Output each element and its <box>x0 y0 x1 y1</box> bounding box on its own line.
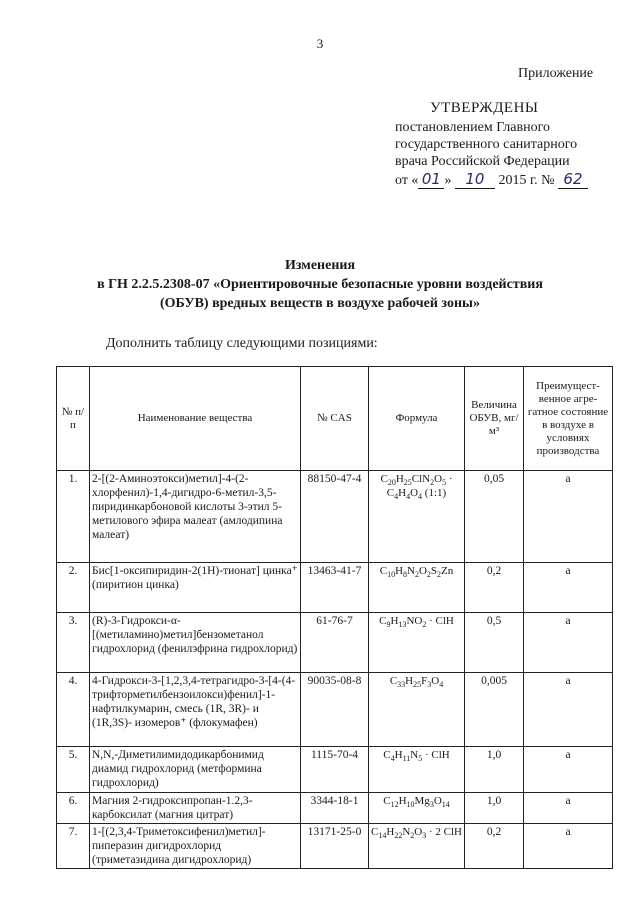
row-number: 4. <box>57 673 90 747</box>
cas-number: 13171-25-0 <box>301 824 369 869</box>
cas-number: 1115-70-4 <box>301 747 369 793</box>
title-line: (ОБУВ) вредных веществ в воздухе рабочей зоны» <box>160 296 480 311</box>
aggregate-state: а <box>524 673 613 747</box>
table-row <box>57 793 613 824</box>
aggregate-state: а <box>524 747 613 793</box>
table-header-row <box>57 367 613 471</box>
col-header-cas: № CAS <box>301 367 369 471</box>
title-line: Изменения <box>284 258 356 273</box>
decree-block <box>395 119 625 170</box>
chemical-formula: $C_9H_{13}NO_2$ · ClH <box>369 613 465 673</box>
intro-text: Дополнить таблицу следующими позициями: <box>106 336 378 351</box>
date-year: 2015 г. № <box>498 173 555 188</box>
cas-number: 88150-47-4 <box>301 471 369 563</box>
cas-number: 13463-41-7 <box>301 563 369 613</box>
col-header-obuv: Величина ОБУВ, мг/м³ <box>465 367 524 471</box>
table-row <box>57 673 613 747</box>
substance-name: 4-Гидрокси-3-[1,2,3,4-тетрагидро-3-[4-(4-трифторметилбензоилокси)фенил]-1-нафтилкумарин, смесь (1R, 3R)- и (1R,3S)- изомеров⁺ (флокумафен) <box>90 673 301 747</box>
aggregate-state: а <box>524 613 613 673</box>
substance-name: 1-[(2,3,4-Триметоксифенил)метил]-пиперазин дигидрохлорид (триметазидина дигидрохлорид) <box>90 824 301 869</box>
table-row <box>57 471 613 563</box>
substance-name: 2-[(2-Аминоэтокси)метил]-4-(2-хлорфенил)-1,4-дигидро-6-метил-3,5-пиридинкарбоновой кислоты 3-этил 5-метилового эфира малеат (амлодипина малеат) <box>90 471 301 563</box>
aggregate-state: а <box>524 563 613 613</box>
obuv-value: 0,005 <box>465 673 524 747</box>
chemical-formula: $C_{20}H_{25}ClN_2O_5 \cdot C_4H_4O_4$ (1:1) <box>369 471 465 563</box>
document-title <box>0 256 640 313</box>
row-number: 3. <box>57 613 90 673</box>
row-number: 2. <box>57 563 90 613</box>
decree-number: 62 <box>558 170 588 189</box>
obuv-value: 1,0 <box>465 747 524 793</box>
date-day: 01 <box>418 170 444 189</box>
date-mid: » <box>444 173 455 188</box>
appendix-label: Приложение <box>518 66 594 81</box>
cas-number: 3344-18-1 <box>301 793 369 824</box>
table-row <box>57 824 613 869</box>
decree-date <box>395 170 588 189</box>
decree-line: постановлением Главного <box>395 120 550 135</box>
chemical-formula: $C_{14}H_{22}N_2O_3 \cdot 2$ ClH <box>369 824 465 869</box>
chemical-formula: $C_{33}H_{25}F_3O_4$ <box>369 673 465 747</box>
col-header-num: № п/п <box>57 367 90 471</box>
obuv-value: 0,05 <box>465 471 524 563</box>
obuv-value: 1,0 <box>465 793 524 824</box>
row-number: 5. <box>57 747 90 793</box>
row-number: 6. <box>57 793 90 824</box>
aggregate-state: а <box>524 471 613 563</box>
row-number: 7. <box>57 824 90 869</box>
col-header-name: Наименование вещества <box>90 367 301 471</box>
row-number: 1. <box>57 471 90 563</box>
table-row <box>57 747 613 793</box>
col-header-state: Преимущест-венное агре-гатное состояние в воздухе в условиях производства <box>524 367 613 471</box>
chemical-formula: $C_{10}H_8N_2O_2S_2Zn$ <box>369 563 465 613</box>
substance-name: Магния 2-гидроксипропан-1.2,3-карбоксилат (магния цитрат) <box>90 793 301 824</box>
decree-line: государственного санитарного <box>395 137 578 152</box>
obuv-value: 0,2 <box>465 824 524 869</box>
date-prefix: от « <box>395 173 419 188</box>
table-row <box>57 613 613 673</box>
aggregate-state: а <box>524 824 613 869</box>
cas-number: 61-76-7 <box>301 613 369 673</box>
obuv-value: 0,5 <box>465 613 524 673</box>
cas-number: 90035-08-8 <box>301 673 369 747</box>
substances-table <box>56 366 613 869</box>
obuv-value: 0,2 <box>465 563 524 613</box>
page-number: 3 <box>316 36 324 51</box>
col-header-formula: Формула <box>369 367 465 471</box>
decree-line: врача Российской Федерации <box>395 154 570 169</box>
date-month: 10 <box>455 170 495 189</box>
substance-name: (R)-3-Гидрокси-α-[(метиламино)метил]бензометанол гидрохлорид (фенилэфрина гидрохлорид) <box>90 613 301 673</box>
approved-heading: УТВЕРЖДЕНЫ <box>430 100 539 116</box>
title-line: в ГН 2.2.5.2308-07 «Ориентировочные безопасные уровни воздействия <box>97 277 543 292</box>
table-row <box>57 563 613 613</box>
chemical-formula: $C_{12}H_{10}Mg_3O_{14}$ <box>369 793 465 824</box>
aggregate-state: а <box>524 793 613 824</box>
substance-name: Бис[1-оксипиридин-2(1Н)-тионат] цинка⁺ (пиритион цинка) <box>90 563 301 613</box>
chemical-formula: $C_4H_{11}N_5$ · ClH <box>369 747 465 793</box>
substance-name: N,N,-Диметилимидодикарбонимид диамид гидрохлорид (метформина гидрохлорид) <box>90 747 301 793</box>
